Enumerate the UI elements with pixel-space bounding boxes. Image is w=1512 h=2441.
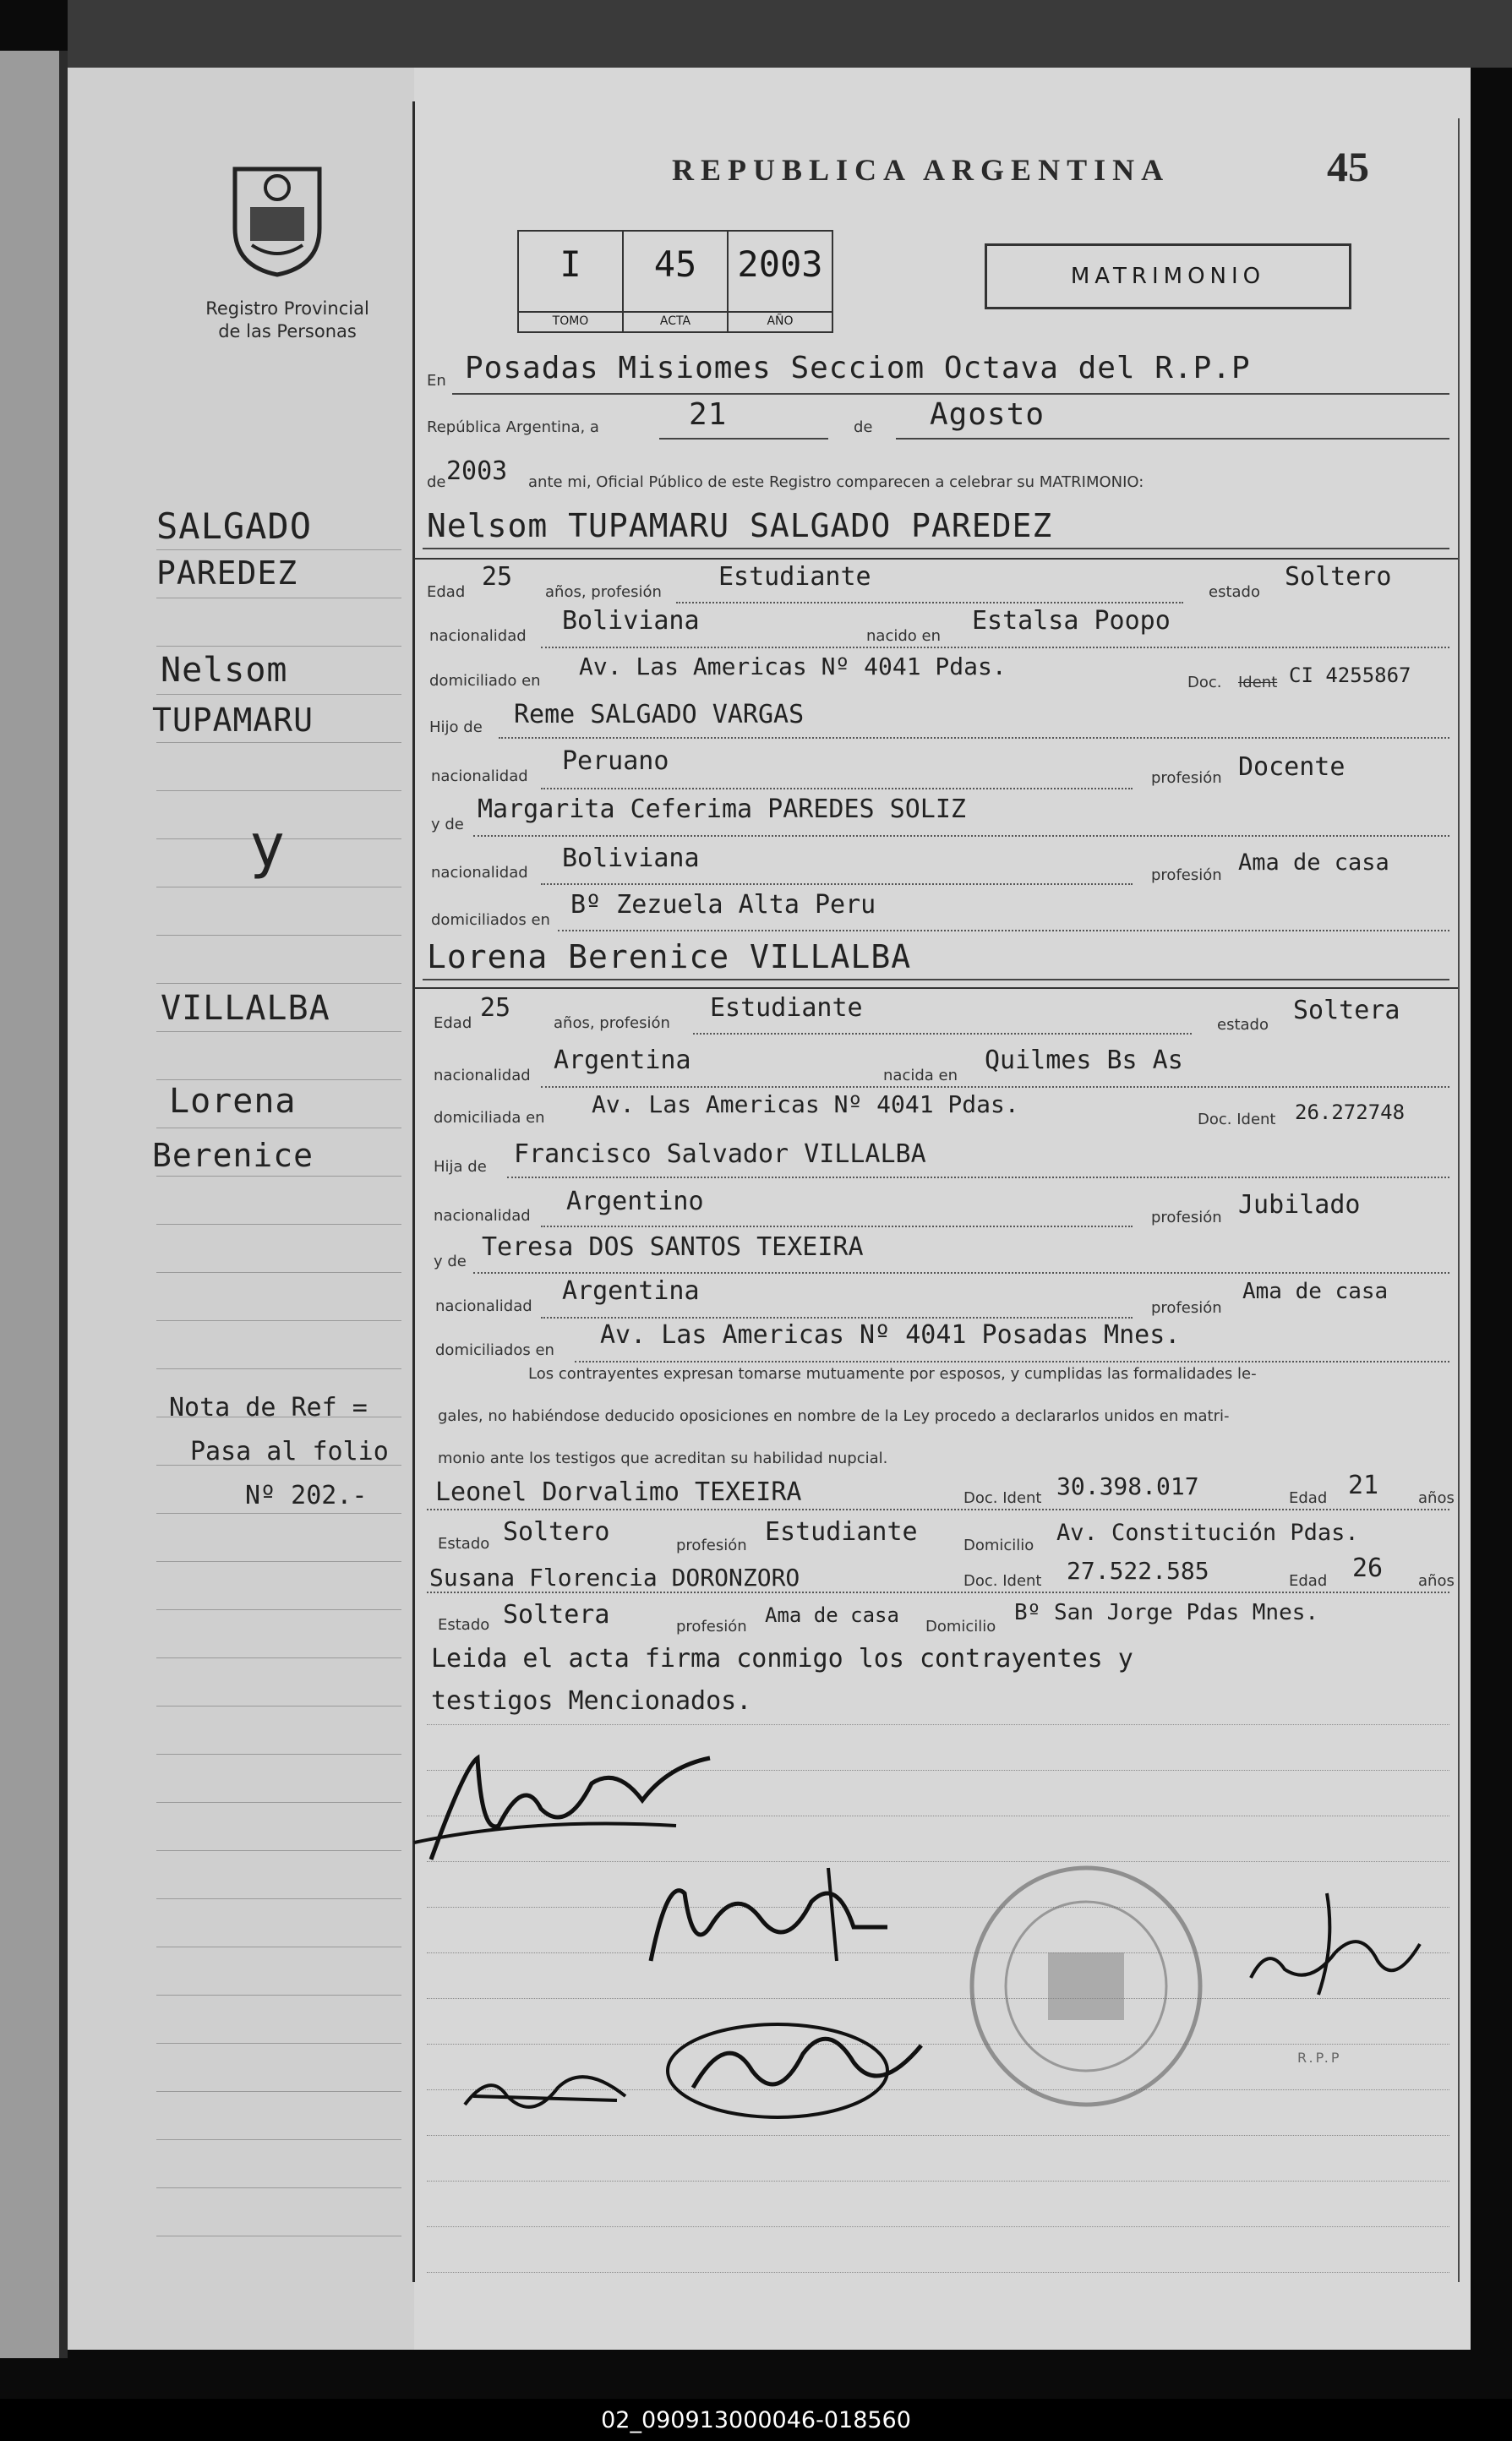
groom-nacionalidad-value: Boliviana (562, 606, 700, 636)
groom-profesion-line (676, 602, 1183, 603)
witness2-doc-label: Doc. Ident (963, 1572, 1042, 1590)
witness1-name: Leonel Dorvalimo TEXEIRA (435, 1477, 802, 1507)
margin-rule (156, 1272, 401, 1273)
margin-rule (156, 1657, 401, 1658)
stamp-text: R.P.P (1297, 2050, 1342, 2066)
groom-ident-label: Ident (1238, 674, 1278, 691)
margin-note-line-2: Pasa al folio (190, 1437, 389, 1466)
groom-father-line (499, 737, 1449, 739)
witness1-domicilio-label: Domicilio (963, 1537, 1034, 1554)
margin-rule (156, 2043, 401, 2044)
bride-father-prof-label: profesión (1151, 1209, 1222, 1226)
groom-parents-dom-label: domiciliados en (431, 911, 550, 929)
groom-nacido-value: Estalsa Poopo (972, 606, 1171, 636)
witness1-profesion-value: Estudiante (765, 1517, 918, 1547)
groom-estado-label: estado (1209, 583, 1260, 601)
groom-mother-nac-line (541, 883, 1133, 885)
month-line (896, 438, 1449, 440)
place-line (452, 393, 1449, 395)
bride-domicilio-label: domiciliada en (434, 1109, 545, 1127)
groom-mother-nac-label: nacionalidad (431, 864, 528, 882)
groom-nacido-label: nacido en (866, 627, 941, 645)
margin-rule (156, 549, 401, 550)
bride-y-de-label: y de (434, 1253, 467, 1270)
groom-parents-dom-value: Bº Zezuela Alta Peru (570, 890, 876, 920)
scan-footer (0, 2399, 1512, 2441)
declaration-line-1: Los contrayentes expresan tomarse mutuamente por esposos, y cumplidas las formalidades le- (528, 1365, 1257, 1383)
bride-hija-label: Hija de (434, 1158, 487, 1176)
margin-rule (156, 1754, 401, 1755)
bride-father-nac-value: Argentino (566, 1187, 704, 1216)
bride-parents-dom-label: domiciliados en (435, 1341, 554, 1359)
bride-nacionalidad-value: Argentina (554, 1046, 691, 1075)
signature-witness-1 (456, 2054, 634, 2130)
closing-line-1: Leida el acta firma conmigo los contrayentes y (431, 1644, 1133, 1674)
bride-nacida-label: nacida en (883, 1067, 958, 1084)
bride-nacida-value: Quilmes Bs As (985, 1046, 1183, 1075)
intro-statement: ante mi, Oficial Público de este Registro comparecen a celebrar su MATRIMONIO: (528, 473, 1144, 491)
record-type-box (985, 243, 1351, 309)
groom-profesion-value: Estudiante (718, 562, 871, 592)
margin-rule (156, 2187, 401, 2188)
bride-mother-nac-value: Argentina (562, 1276, 700, 1306)
bride-nacionalidad-line (541, 1086, 1449, 1088)
bride-estado-label: estado (1217, 1016, 1269, 1034)
bride-mother-prof-value: Ama de casa (1242, 1279, 1389, 1304)
scan-top-edge (68, 0, 1512, 68)
groom-father-nac-value: Peruano (562, 746, 669, 776)
groom-estado-value: Soltero (1285, 562, 1392, 592)
bride-doc-label: Doc. Ident (1198, 1111, 1276, 1128)
margin-groom-surname-1: SALGADO (156, 505, 313, 547)
bride-name: Lorena Berenice VILLALBA (427, 938, 912, 975)
ano-cell (729, 232, 832, 331)
witness1-doc-label: Doc. Ident (963, 1489, 1042, 1507)
groom-profesion-label: años, profesión (545, 583, 662, 601)
groom-doc-value: CI 4255867 (1289, 663, 1411, 687)
bride-mother-prof-label: profesión (1151, 1299, 1222, 1317)
lower-rule (427, 2181, 1449, 2182)
closing-line-2: testigos Mencionados. (431, 1686, 752, 1716)
witness1-name-line (427, 1509, 1449, 1510)
groom-parents-dom-line (558, 930, 1449, 931)
margin-rule (156, 1609, 401, 1610)
scan-id: 02_090913000046-018560 (601, 2406, 911, 2433)
witness2-name: Susana Florencia DORONZORO (429, 1564, 800, 1592)
lower-rule (427, 1724, 1449, 1725)
margin-rule (156, 983, 401, 984)
bride-profesion-label: años, profesión (554, 1014, 670, 1032)
margin-rule (156, 1898, 401, 1899)
month-value: Agosto (930, 397, 1045, 432)
groom-father-prof-value: Docente (1238, 752, 1346, 782)
bride-domicilio-value: Av. Las Americas Nº 4041 Pdas. (592, 1090, 1019, 1118)
witness1-estado-label: Estado (438, 1535, 490, 1553)
bride-father-line (507, 1177, 1449, 1178)
margin-rule (156, 935, 401, 936)
place-value: Posadas Misiomes Secciom Octava del R.P.P (465, 351, 1251, 385)
de-label: de (854, 418, 873, 436)
witness2-name-line (427, 1592, 1449, 1593)
groom-mother-value: Margarita Ceferima PAREDES SOLIZ (478, 795, 966, 824)
tomo-value: I (559, 243, 581, 285)
margin-groom-given-2: TUPAMARU (152, 702, 314, 739)
bride-separator (414, 987, 1458, 989)
margin-bride-given-2: Berenice (152, 1137, 314, 1174)
republica-label: República Argentina, a (427, 418, 599, 436)
margin-groom-surname-2: PAREDEZ (156, 554, 298, 592)
witness2-profesion-value: Ama de casa (765, 1603, 899, 1627)
margin-rule (156, 646, 401, 647)
margin-column (68, 68, 414, 2350)
right-border-line (1458, 118, 1460, 2282)
de-year-label: de (427, 473, 446, 491)
registry-name-line-2: de las Personas (218, 321, 357, 341)
country-heading: REPUBLICA ARGENTINA (672, 153, 1171, 187)
acta-label: ACTA (624, 311, 727, 328)
groom-father-nac-label: nacionalidad (431, 767, 528, 785)
margin-rule (156, 694, 401, 695)
margin-groom-given-1: Nelsom (161, 651, 288, 690)
bride-name-line (423, 979, 1449, 980)
bride-father-nac-line (541, 1226, 1133, 1227)
witness1-anos-label: años (1418, 1489, 1455, 1507)
bride-profesion-value: Estudiante (710, 993, 863, 1023)
groom-hijo-label: Hijo de (429, 718, 483, 736)
witness2-profesion-label: profesión (676, 1618, 747, 1636)
bride-mother-nac-line (541, 1317, 1133, 1319)
groom-father-prof-label: profesión (1151, 769, 1222, 787)
groom-name: Nelsom TUPAMARU SALGADO PAREDEZ (427, 507, 1053, 544)
page-number: 45 (1327, 143, 1369, 190)
signature-bride (634, 1859, 921, 1986)
bride-parents-dom-line (575, 1361, 1449, 1362)
witness1-profesion-label: profesión (676, 1537, 747, 1554)
witness2-estado-value: Soltera (503, 1600, 610, 1630)
ano-label: AÑO (729, 311, 832, 328)
groom-domicilio-label: domiciliado en (429, 672, 541, 690)
bride-father-value: Francisco Salvador VILLALBA (514, 1139, 926, 1169)
bride-mother-line (473, 1272, 1449, 1274)
margin-bride-given-1: Lorena (169, 1082, 297, 1121)
margin-rule (156, 790, 401, 791)
margin-rule (156, 1079, 401, 1080)
witness2-estado-label: Estado (438, 1616, 490, 1634)
groom-doc-label: Doc. (1187, 674, 1222, 691)
official-stamp (963, 1859, 1209, 2113)
margin-note-line-3: Nº 202.- (245, 1481, 368, 1510)
margin-rule (156, 1031, 401, 1032)
ano-value: 2003 (737, 243, 823, 285)
acta-cell (624, 232, 729, 331)
margin-rule (156, 1368, 401, 1369)
margin-rule (156, 2091, 401, 2092)
previous-page-edge (0, 51, 59, 2358)
lower-rule (427, 2044, 1449, 2045)
bride-mother-nac-label: nacionalidad (435, 1297, 532, 1315)
lower-rule (427, 2226, 1449, 2227)
groom-y-de-label: y de (431, 816, 464, 833)
margin-bride-surname: VILLALBA (161, 989, 330, 1028)
signature-official (1234, 1876, 1437, 2012)
province-seal-icon (227, 161, 328, 279)
bride-parents-dom-value: Av. Las Americas Nº 4041 Posadas Mnes. (600, 1320, 1181, 1350)
registry-name (186, 298, 389, 343)
groom-mother-line (473, 835, 1449, 837)
bride-mother-value: Teresa DOS SANTOS TEXEIRA (482, 1232, 864, 1262)
margin-rule (156, 1513, 401, 1514)
witness1-edad-label: Edad (1289, 1489, 1328, 1507)
margin-rule (156, 2139, 401, 2140)
witness2-edad-value: 26 (1352, 1554, 1384, 1583)
signature-witness-2 (659, 2003, 938, 2130)
witness1-doc-value: 30.398.017 (1056, 1472, 1199, 1500)
groom-nacionalidad-line (541, 647, 1449, 648)
groom-mother-nac-value: Boliviana (562, 844, 700, 873)
tomo-label: TOMO (519, 311, 622, 328)
acta-reference-box (517, 230, 833, 333)
groom-name-line (423, 548, 1449, 549)
lower-rule (427, 2272, 1449, 2273)
margin-ampersand: y (249, 811, 287, 881)
witness1-estado-value: Soltero (503, 1517, 610, 1547)
margin-rule (156, 742, 401, 743)
groom-father-nac-line (541, 788, 1133, 789)
day-line (659, 438, 828, 440)
groom-father-value: Reme SALGADO VARGAS (514, 700, 805, 729)
en-label: En (427, 372, 446, 390)
margin-rule (156, 1224, 401, 1225)
margin-divider-line (412, 101, 415, 2282)
registry-name-line-1: Registro Provincial (205, 298, 369, 319)
margin-rule (156, 1802, 401, 1803)
bride-edad-label: Edad (434, 1014, 472, 1032)
witness2-edad-label: Edad (1289, 1572, 1328, 1590)
bride-nacionalidad-label: nacionalidad (434, 1067, 531, 1084)
witness2-anos-label: años (1418, 1572, 1455, 1590)
witness2-domicilio-value: Bº San Jorge Pdas Mnes. (1014, 1600, 1319, 1625)
margin-rule (156, 1561, 401, 1562)
tomo-cell (519, 232, 624, 331)
bride-profesion-line (693, 1033, 1192, 1035)
witness2-doc-value: 27.522.585 (1067, 1557, 1209, 1585)
margin-rule (156, 1320, 401, 1321)
margin-rule (156, 1176, 401, 1177)
lower-rule (427, 2135, 1449, 2136)
groom-separator (414, 558, 1458, 560)
declaration-line-2: gales, no habiéndose deducido oposiciones en nombre de la Ley procedo a declararlos unidos en matri- (438, 1407, 1230, 1425)
margin-rule (156, 1850, 401, 1851)
bride-estado-value: Soltera (1293, 996, 1400, 1025)
bride-edad-value: 25 (480, 993, 511, 1023)
declaration-line-3: monio ante los testigos que acreditan su habilidad nupcial. (438, 1450, 888, 1467)
day-value: 21 (689, 397, 728, 432)
groom-nacionalidad-label: nacionalidad (429, 627, 527, 645)
bride-doc-value: 26.272748 (1295, 1100, 1406, 1124)
margin-note-line-1: Nota de Ref = (169, 1393, 368, 1423)
bride-father-prof-value: Jubilado (1238, 1190, 1361, 1220)
groom-mother-prof-label: profesión (1151, 866, 1222, 884)
groom-edad-label: Edad (427, 583, 466, 601)
margin-rule (156, 1995, 401, 1996)
witness1-edad-value: 21 (1348, 1471, 1379, 1500)
margin-rule (156, 1706, 401, 1707)
acta-value: 45 (653, 243, 697, 285)
groom-mother-prof-value: Ama de casa (1238, 849, 1389, 876)
witness2-domicilio-label: Domicilio (925, 1618, 996, 1636)
bride-father-nac-label: nacionalidad (434, 1207, 531, 1225)
groom-domicilio-value: Av. Las Americas Nº 4041 Pdas. (579, 653, 1007, 680)
witness1-domicilio-value: Av. Constitución Pdas. (1056, 1520, 1359, 1546)
groom-edad-value: 25 (482, 562, 513, 592)
record-type-label: MATRIMONIO (1070, 264, 1266, 289)
year-value: 2003 (446, 456, 508, 486)
